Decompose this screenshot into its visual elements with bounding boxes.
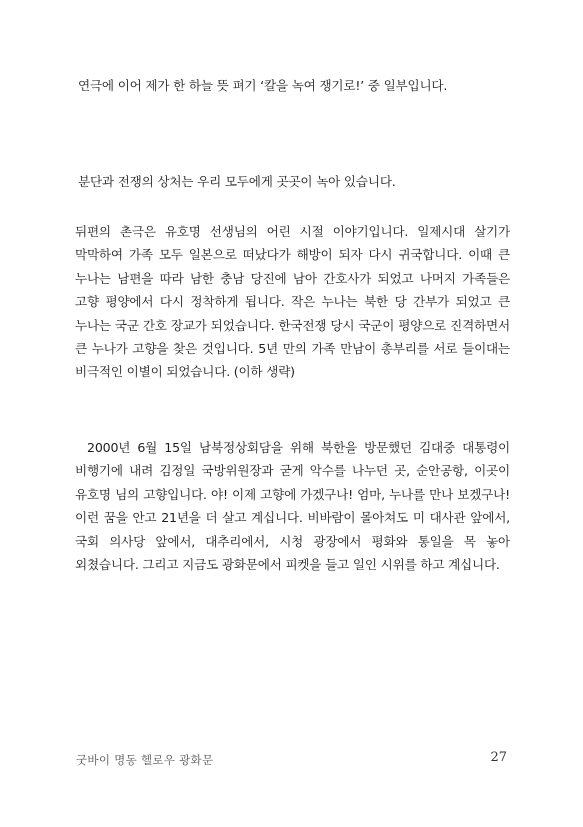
- paragraph-1: 분단과 전쟁의 상처는 우리 모두에게 곳곳이 녹아 있습니다.: [78, 174, 396, 189]
- paragraph-2: 뒤편의 촌극은 유호명 선생님의 어린 시절 이야기입니다. 일제시대 살기가 막막하여 가족 모두 일본으로 떠났다가 해방이 되자 다시 귀국합니다. 이때 큰 누나는 남편을 따라 남한 충남 당진에 남아 간호사가 되었고 나머지 가족들은 고향 평양에서 다시 정착하게 됩니다. 작은 누나는 북한 당 간부가 되었고 큰 누나는 국군 간호 장교가 되었습니다. 한국전쟁 당시 국군이 평양으로 진격하면서 큰 누나가 고향을 찾은 것입니다. 5년 만의 가족 만남이 총부리를 서로 들이대는 비극적인 이별이 되었습니다. (이하 생략): [75, 224, 510, 380]
- footer-book-title: 굿바이 명동 헬로우 광화문: [76, 753, 214, 767]
- paragraph-3: 2000년 6월 15일 남북정상회담을 위해 북한을 방문했던 김대중 대통령이 비행기에 내려 김정일 국방위원장과 굳게 악수를 나누던 곳, 순안공항, 이곳이 유호명 님의 고향입니다. 야! 이제 고향에 가겠구나! 엄마, 누나를 만나 보겠구나! 이런 꿈을 안고 21년을 더 살고 계십니다. 비바람이 몰아쳐도 미 대사관 앞에서, 국회 의사당 앞에서, 대추리에서, 시청 광장에서 평화와 통일을 목 놓아 외쳤습니다. 그리고 지금도 광화문에서 피켓을 들고 일인 시위를 하고 계십니다.: [75, 440, 510, 573]
- lead-line: 연극에 이어 제가 한 하늘 뜻 펴기 ‘칼을 녹여 쟁기로!’ 중 일부입니다.: [78, 78, 448, 93]
- page-number: 27: [490, 750, 507, 765]
